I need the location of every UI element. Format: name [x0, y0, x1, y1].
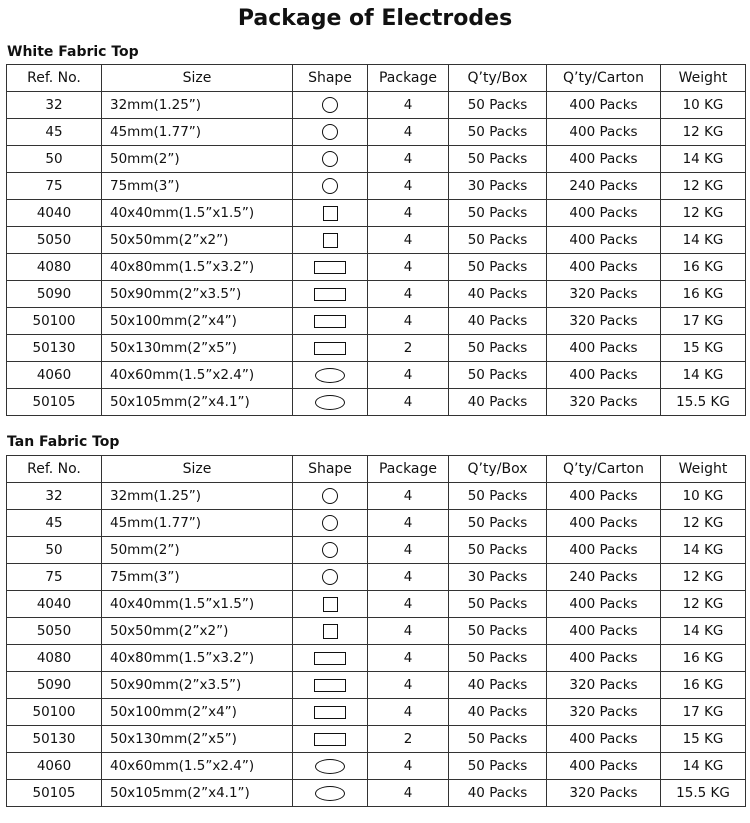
shape-cell	[293, 362, 368, 389]
circle-icon	[322, 542, 338, 558]
size-cell: 50mm(2”)	[102, 537, 293, 564]
shape-cell	[293, 537, 368, 564]
package-cell: 4	[368, 753, 449, 780]
table-body	[7, 92, 746, 416]
size-cell: 50x105mm(2”x4.1”)	[102, 780, 293, 807]
table-row	[7, 672, 746, 699]
qty-carton-cell: 400 Packs	[547, 119, 661, 146]
ref-cell: 5050	[7, 227, 102, 254]
table-row	[7, 510, 746, 537]
qty-carton-cell: 320 Packs	[547, 389, 661, 416]
ref-cell: 45	[7, 119, 102, 146]
package-cell: 4	[368, 618, 449, 645]
square-icon	[323, 597, 338, 612]
package-cell: 4	[368, 254, 449, 281]
weight-cell: 15 KG	[661, 335, 746, 362]
package-cell: 4	[368, 362, 449, 389]
size-cell: 50x50mm(2”x2”)	[102, 618, 293, 645]
col-header-shape: Shape	[293, 65, 368, 92]
qty-carton-cell: 400 Packs	[547, 645, 661, 672]
col-header-size: Size	[102, 65, 293, 92]
size-cell: 32mm(1.25”)	[102, 483, 293, 510]
package-cell: 2	[368, 335, 449, 362]
qty-carton-cell: 240 Packs	[547, 564, 661, 591]
ref-cell: 4040	[7, 591, 102, 618]
shape-cell	[293, 254, 368, 281]
qty-box-cell: 30 Packs	[449, 564, 547, 591]
col-header-qty-box: Q’ty/Box	[449, 65, 547, 92]
package-cell: 4	[368, 780, 449, 807]
qty-box-cell: 50 Packs	[449, 537, 547, 564]
shape-cell	[293, 618, 368, 645]
qty-box-cell: 50 Packs	[449, 335, 547, 362]
qty-carton-cell: 400 Packs	[547, 92, 661, 119]
table-row	[7, 146, 746, 173]
table-row	[7, 200, 746, 227]
size-cell: 40x80mm(1.5”x3.2”)	[102, 254, 293, 281]
shape-cell	[293, 753, 368, 780]
ref-cell: 32	[7, 483, 102, 510]
package-cell: 4	[368, 645, 449, 672]
col-header-ref: Ref. No.	[7, 456, 102, 483]
weight-cell: 14 KG	[661, 362, 746, 389]
qty-box-cell: 50 Packs	[449, 753, 547, 780]
rectangle-icon	[314, 315, 346, 328]
size-cell: 75mm(3”)	[102, 564, 293, 591]
qty-box-cell: 50 Packs	[449, 362, 547, 389]
shape-cell	[293, 119, 368, 146]
qty-box-cell: 50 Packs	[449, 200, 547, 227]
size-cell: 40x40mm(1.5”x1.5”)	[102, 200, 293, 227]
col-header-package: Package	[368, 456, 449, 483]
ref-cell: 32	[7, 92, 102, 119]
weight-cell: 16 KG	[661, 254, 746, 281]
weight-cell: 16 KG	[661, 672, 746, 699]
ref-cell: 4060	[7, 362, 102, 389]
weight-cell: 12 KG	[661, 591, 746, 618]
qty-carton-cell: 320 Packs	[547, 699, 661, 726]
size-cell: 50x100mm(2”x4”)	[102, 308, 293, 335]
package-cell: 4	[368, 699, 449, 726]
size-cell: 45mm(1.77”)	[102, 119, 293, 146]
shape-cell	[293, 389, 368, 416]
qty-carton-cell: 400 Packs	[547, 362, 661, 389]
qty-carton-cell: 320 Packs	[547, 281, 661, 308]
table-row	[7, 335, 746, 362]
ref-cell: 50130	[7, 335, 102, 362]
ref-cell: 50100	[7, 699, 102, 726]
weight-cell: 12 KG	[661, 173, 746, 200]
size-cell: 50x105mm(2”x4.1”)	[102, 389, 293, 416]
qty-carton-cell: 400 Packs	[547, 753, 661, 780]
ref-cell: 50130	[7, 726, 102, 753]
qty-carton-cell: 400 Packs	[547, 618, 661, 645]
size-cell: 50x90mm(2”x3.5”)	[102, 672, 293, 699]
ref-cell: 5050	[7, 618, 102, 645]
table-row	[7, 308, 746, 335]
package-cell: 4	[368, 227, 449, 254]
package-cell: 4	[368, 92, 449, 119]
weight-cell: 14 KG	[661, 227, 746, 254]
col-header-package: Package	[368, 65, 449, 92]
section-label-white: White Fabric Top	[7, 44, 139, 60]
rectangle-icon	[314, 652, 346, 665]
size-cell: 50x130mm(2”x5”)	[102, 726, 293, 753]
qty-carton-cell: 240 Packs	[547, 173, 661, 200]
circle-icon	[322, 569, 338, 585]
table-row	[7, 173, 746, 200]
table-row	[7, 618, 746, 645]
size-cell: 50x50mm(2”x2”)	[102, 227, 293, 254]
table-row	[7, 591, 746, 618]
qty-box-cell: 50 Packs	[449, 227, 547, 254]
col-header-qty-carton: Q’ty/Carton	[547, 456, 661, 483]
weight-cell: 15.5 KG	[661, 780, 746, 807]
package-cell: 4	[368, 672, 449, 699]
ref-cell: 4040	[7, 200, 102, 227]
shape-cell	[293, 281, 368, 308]
oval-icon	[315, 368, 345, 383]
table-row	[7, 389, 746, 416]
package-cell: 4	[368, 119, 449, 146]
qty-carton-cell: 400 Packs	[547, 254, 661, 281]
table-row	[7, 483, 746, 510]
weight-cell: 12 KG	[661, 200, 746, 227]
qty-box-cell: 50 Packs	[449, 92, 547, 119]
size-cell: 40x60mm(1.5”x2.4”)	[102, 362, 293, 389]
weight-cell: 12 KG	[661, 119, 746, 146]
circle-icon	[322, 488, 338, 504]
qty-box-cell: 50 Packs	[449, 726, 547, 753]
qty-carton-cell: 400 Packs	[547, 483, 661, 510]
ref-cell: 5090	[7, 672, 102, 699]
package-cell: 4	[368, 146, 449, 173]
white-fabric-table	[6, 64, 746, 416]
qty-carton-cell: 320 Packs	[547, 672, 661, 699]
package-cell: 4	[368, 389, 449, 416]
size-cell: 50x100mm(2”x4”)	[102, 699, 293, 726]
page-title: Package of Electrodes	[237, 6, 513, 31]
ref-cell: 50105	[7, 389, 102, 416]
package-cell: 4	[368, 564, 449, 591]
shape-cell	[293, 591, 368, 618]
table-row	[7, 119, 746, 146]
qty-carton-cell: 400 Packs	[547, 510, 661, 537]
table-row	[7, 227, 746, 254]
col-header-qty-carton: Q’ty/Carton	[547, 65, 661, 92]
weight-cell: 17 KG	[661, 308, 746, 335]
weight-cell: 16 KG	[661, 281, 746, 308]
oval-icon	[315, 786, 345, 801]
shape-cell	[293, 699, 368, 726]
package-cell: 4	[368, 173, 449, 200]
shape-cell	[293, 173, 368, 200]
weight-cell: 12 KG	[661, 564, 746, 591]
table-row	[7, 699, 746, 726]
size-cell: 75mm(3”)	[102, 173, 293, 200]
square-icon	[323, 624, 338, 639]
qty-carton-cell: 400 Packs	[547, 726, 661, 753]
weight-cell: 15 KG	[661, 726, 746, 753]
weight-cell: 12 KG	[661, 510, 746, 537]
shape-cell	[293, 308, 368, 335]
circle-icon	[322, 515, 338, 531]
ref-cell: 4060	[7, 753, 102, 780]
table-row	[7, 362, 746, 389]
size-cell: 32mm(1.25”)	[102, 92, 293, 119]
oval-icon	[315, 395, 345, 410]
ref-cell: 75	[7, 564, 102, 591]
qty-carton-cell: 400 Packs	[547, 200, 661, 227]
table-row	[7, 281, 746, 308]
section-label-tan: Tan Fabric Top	[7, 434, 120, 450]
qty-box-cell: 40 Packs	[449, 672, 547, 699]
table-row	[7, 92, 746, 119]
size-cell: 40x40mm(1.5”x1.5”)	[102, 591, 293, 618]
rectangle-icon	[314, 733, 346, 746]
package-cell: 4	[368, 483, 449, 510]
col-header-weight: Weight	[661, 456, 746, 483]
package-cell: 4	[368, 308, 449, 335]
ref-cell: 50105	[7, 780, 102, 807]
table-header-row	[7, 65, 746, 92]
qty-box-cell: 40 Packs	[449, 308, 547, 335]
package-cell: 2	[368, 726, 449, 753]
size-cell: 50x130mm(2”x5”)	[102, 335, 293, 362]
square-icon	[323, 206, 338, 221]
qty-box-cell: 40 Packs	[449, 780, 547, 807]
table-row	[7, 780, 746, 807]
ref-cell: 5090	[7, 281, 102, 308]
weight-cell: 10 KG	[661, 92, 746, 119]
package-cell: 4	[368, 591, 449, 618]
ref-cell: 75	[7, 173, 102, 200]
qty-carton-cell: 400 Packs	[547, 537, 661, 564]
ref-cell: 50100	[7, 308, 102, 335]
ref-cell: 50	[7, 146, 102, 173]
shape-cell	[293, 227, 368, 254]
col-header-shape: Shape	[293, 456, 368, 483]
shape-cell	[293, 726, 368, 753]
rectangle-icon	[314, 706, 346, 719]
rectangle-icon	[314, 261, 346, 274]
shape-cell	[293, 645, 368, 672]
qty-box-cell: 50 Packs	[449, 119, 547, 146]
shape-cell	[293, 483, 368, 510]
size-cell: 40x80mm(1.5”x3.2”)	[102, 645, 293, 672]
package-cell: 4	[368, 510, 449, 537]
col-header-ref: Ref. No.	[7, 65, 102, 92]
circle-icon	[322, 124, 338, 140]
weight-cell: 16 KG	[661, 645, 746, 672]
table-body	[7, 483, 746, 807]
ref-cell: 45	[7, 510, 102, 537]
table-row	[7, 726, 746, 753]
ref-cell: 4080	[7, 645, 102, 672]
qty-carton-cell: 400 Packs	[547, 227, 661, 254]
qty-box-cell: 40 Packs	[449, 699, 547, 726]
qty-carton-cell: 320 Packs	[547, 308, 661, 335]
weight-cell: 17 KG	[661, 699, 746, 726]
weight-cell: 14 KG	[661, 618, 746, 645]
circle-icon	[322, 178, 338, 194]
weight-cell: 14 KG	[661, 753, 746, 780]
qty-box-cell: 50 Packs	[449, 618, 547, 645]
table-row	[7, 537, 746, 564]
qty-box-cell: 50 Packs	[449, 254, 547, 281]
size-cell: 40x60mm(1.5”x2.4”)	[102, 753, 293, 780]
shape-cell	[293, 564, 368, 591]
shape-cell	[293, 510, 368, 537]
qty-box-cell: 30 Packs	[449, 173, 547, 200]
rectangle-icon	[314, 342, 346, 355]
package-cell: 4	[368, 537, 449, 564]
shape-cell	[293, 780, 368, 807]
ref-cell: 4080	[7, 254, 102, 281]
qty-box-cell: 40 Packs	[449, 281, 547, 308]
size-cell: 50x90mm(2”x3.5”)	[102, 281, 293, 308]
table-header-row	[7, 456, 746, 483]
ref-cell: 50	[7, 537, 102, 564]
qty-box-cell: 40 Packs	[449, 389, 547, 416]
weight-cell: 10 KG	[661, 483, 746, 510]
qty-box-cell: 50 Packs	[449, 591, 547, 618]
rectangle-icon	[314, 288, 346, 301]
qty-box-cell: 50 Packs	[449, 483, 547, 510]
size-cell: 50mm(2”)	[102, 146, 293, 173]
col-header-weight: Weight	[661, 65, 746, 92]
circle-icon	[322, 151, 338, 167]
qty-box-cell: 50 Packs	[449, 510, 547, 537]
table-row	[7, 254, 746, 281]
circle-icon	[322, 97, 338, 113]
qty-box-cell: 50 Packs	[449, 645, 547, 672]
weight-cell: 15.5 KG	[661, 389, 746, 416]
package-cell: 4	[368, 200, 449, 227]
weight-cell: 14 KG	[661, 146, 746, 173]
table-row	[7, 564, 746, 591]
shape-cell	[293, 335, 368, 362]
shape-cell	[293, 146, 368, 173]
qty-carton-cell: 400 Packs	[547, 146, 661, 173]
qty-carton-cell: 400 Packs	[547, 335, 661, 362]
shape-cell	[293, 92, 368, 119]
package-cell: 4	[368, 281, 449, 308]
qty-carton-cell: 400 Packs	[547, 591, 661, 618]
qty-carton-cell: 320 Packs	[547, 780, 661, 807]
table-row	[7, 645, 746, 672]
oval-icon	[315, 759, 345, 774]
tan-fabric-table	[6, 455, 746, 807]
weight-cell: 14 KG	[661, 537, 746, 564]
qty-box-cell: 50 Packs	[449, 146, 547, 173]
size-cell: 45mm(1.77”)	[102, 510, 293, 537]
square-icon	[323, 233, 338, 248]
col-header-qty-box: Q’ty/Box	[449, 456, 547, 483]
col-header-size: Size	[102, 456, 293, 483]
shape-cell	[293, 672, 368, 699]
table-row	[7, 753, 746, 780]
rectangle-icon	[314, 679, 346, 692]
shape-cell	[293, 200, 368, 227]
